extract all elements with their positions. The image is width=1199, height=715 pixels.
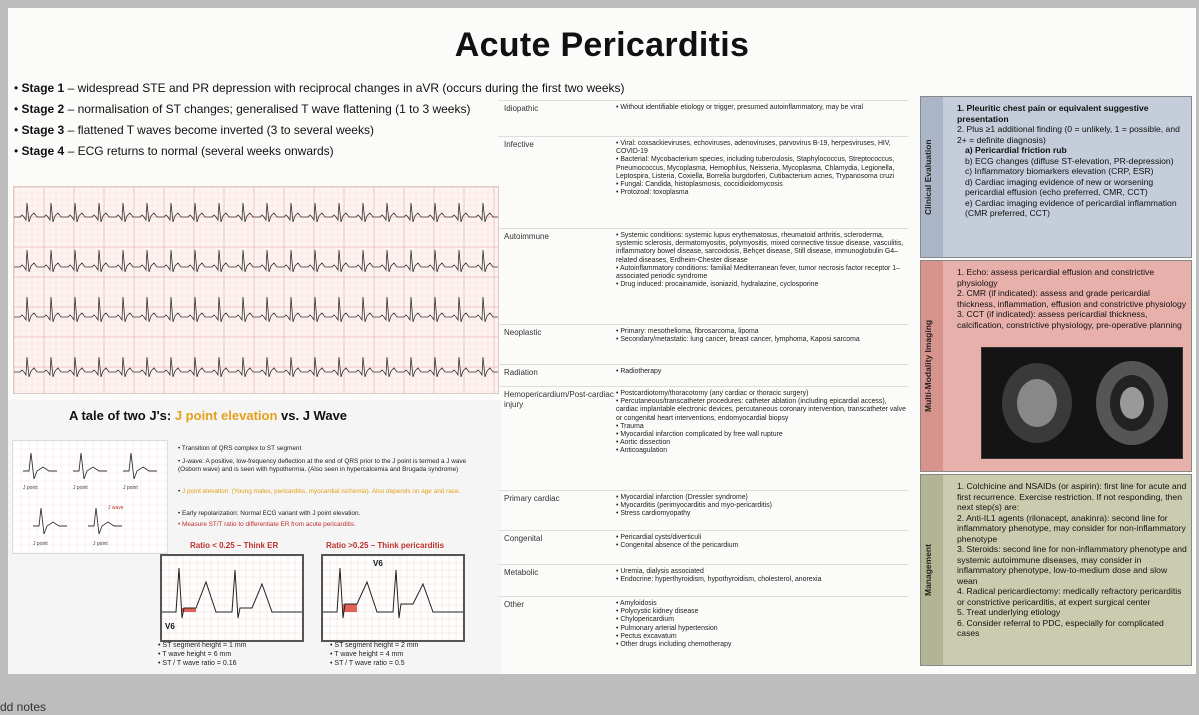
stages-list	[14, 78, 625, 162]
j-point-illustration	[12, 440, 168, 554]
section-label: Management	[923, 544, 933, 596]
clinical-evaluation-section: Clinical Evaluation 1. Pleuritic chest pain or equivalent suggestive presentation 2. Plus ≥1 additional finding (0 = unlikely, 1 = possible, and 2+ = definite diagnosis) a) Pericardial friction rub b) ECG changes (diffuse ST-elevation, PR-depression) c) Inflammatory biomarkers elevation (CRP, ESR) d) Cardiac imaging evidence of new or worsening pericardial effusion (echo preferred, CMR, CCT) e) Cardiac imaging evidence of pericardial inflammation (CMR preferred, CCT)	[920, 96, 1192, 258]
stage-item: • Stage 2 – normalisation of ST changes; generalised T wave flattening (1 to 3 weeks)	[14, 102, 471, 116]
table-row: Idiopathic • Without identifiable etiology or trigger, presumed autoinflammatory, may be viral	[498, 100, 908, 101]
stage-item: • Stage 4 – ECG returns to normal (several weeks onwards)	[14, 144, 334, 158]
table-row: Metabolic • Uremia, dialysis associated • Endocrine: hyperthyroidism, hypothyroidism, cholesterol, anorexia	[498, 564, 908, 565]
add-notes-footer[interactable]: dd notes	[0, 700, 47, 714]
table-row: Neoplastic • Primary: mesothelioma, fibrosarcoma, lipoma • Secondary/metastatic: lung cancer, breast cancer, lymphoma, Kaposi sarcoma	[498, 324, 908, 325]
section-label: Multi-Modality Imaging	[923, 319, 933, 413]
stage-item: • Stage 1 – widespread STE and PR depression with reciprocal changes in aVR (occurs during the first two weeks)	[14, 81, 625, 95]
imaging-section: Multi-Modality Imaging 1. Echo: assess pericardial effusion and constrictive physiology 2. CMR (if indicated): assess and grade pericardial thickness, inflammation, effusion and constrictive physiology 3. CCT (if indicated): assess pericardial thickness, calcification, constrictive physiology, pre-operative planning	[920, 260, 1192, 472]
svg-text:J point: J point	[23, 485, 38, 491]
ecg-box-right	[321, 554, 465, 642]
ecg-grid	[14, 187, 498, 393]
slide	[8, 8, 1196, 674]
legend-left: • ST segment height = 1 mm • T wave height = 6 mm • ST / T wave ratio = 0.16	[158, 642, 247, 667]
table-row: Autoimmune • Systemic conditions: systemic lupus erythematosus, rheumatoid arthritis, scleroderma, systemic sclerosis, dermatomyositis, polymyositis, mixed connective tissue disease, vasculitis, inflammatory bowel disease, sarcoidosis, Behçet disease, Still disease, immunoglobulin G4–related diseases, Erdheim-Chester disease • Autoinflammatory conditions: familial Mediterranean fever, tumor necrosis factor receptor 1–associated periodic syndrome • Drug induced: procainamide, isoniazid, hydralazine, cyclosporine	[498, 228, 908, 229]
j-wave-panel	[8, 400, 501, 674]
legend-right: • ST segment height = 2 mm • T wave height = 4 mm • ST / T wave ratio = 0.5	[330, 642, 419, 667]
cardiac-mri-image	[981, 347, 1183, 459]
table-row: Infective • Viral: coxsackieviruses, echoviruses, adenoviruses, parvovirus B-19, herpesviruses, HIV, COVID-19 • Bacterial: Mycobacterium species, including tuberculosis, Staphylococcus, Streptococcus, Pneumococcus, Mycoplasma, Hemophilus, Neisseria, Mycoplasma, Chlamydia, Legionella, Leptospira, Listeria, Coxiella, Borrelia burgdorferi, Cutibacterium acnes, Trypanosoma cruzi • Fungal: Candida, histoplasmosis, coccidioidomycosis • Protozoal: toxoplasma	[498, 136, 908, 137]
lead-label: V6	[165, 622, 175, 631]
svg-text:J wave: J wave	[108, 505, 124, 511]
j-bullet: • Measure ST/T ratio to differentiate ER from acute pericarditis.	[178, 521, 356, 528]
ratio-left-label: Ratio < 0.25 – Think ER	[190, 541, 279, 550]
j-bullet: • Early repolarization: Normal ECG variant with J point elevation.	[178, 510, 361, 517]
j-bullet: • J point elevation: (Young males, pericarditis, myocardial ischemia). Also depends on age and race.	[178, 488, 461, 495]
ratio-right-label: Ratio >0.25 – Think pericarditis	[326, 541, 445, 550]
svg-text:J point: J point	[123, 485, 138, 491]
section-label: Clinical Evaluation	[923, 139, 933, 215]
table-row: Hemopericardium/Post-cardiac injury • Postcardiotomy/thoracotomy (any cardiac or thoracic surgery) • Percutaneous/transcatheter procedures: catheter ablation (including epicardial access), cardiac implantable electronic devices, percutaneous coronary intervention, transcatheter valve or congenital heart interventions, endomyocardial biopsy • Trauma • Myocardial infarction complicated by free wall rupture • Aortic dissection • Anticoagulation	[498, 386, 908, 387]
table-row: Congenital • Pericardial cysts/diverticuli • Congenital absence of the pericardium	[498, 530, 908, 531]
j-bullet: • J-wave: A positive, low-frequency deflection at the end of QRS prior to the J point is termed a J wave (Osborn wave) and is seen with hypothermia. (Also seen in hypercalcemia and Brugada syndrome)	[178, 458, 467, 473]
j-panel-title: A tale of two J's: J point elevation vs. J Wave	[68, 408, 348, 423]
table-row: Other • Amyloidosis • Polycystic kidney disease • Chylopericardium • Pulmonary arterial hypertension • Pectus excavatum • Other drugs including chemotherapy	[498, 596, 908, 597]
table-row: Primary cardiac • Myocardial infarction (Dressler syndrome) • Myocarditis (perimyocarditis and myo-pericarditis) • Stress cardiomyopathy	[498, 490, 908, 491]
management-section: Management 1. Colchicine and NSAIDs (or aspirin): first line for acute and first recurrence. Exercise restriction. If not responding, then next step(s) are: 2. Anti-IL1 agents (rilonacept, anakinra): second line for inflammatory phenotype, may consider for non-inflammatory phenotype 3. Steroids: second line for non-inflammatory phenotype and systemic autoimmune diseases, may consider in inflammatory phenotype, low-to-medium dose and slow wean 4. Radical pericardiectomy: medically refractory pericarditis or constrictive pericarditis, at expert surgical center 5. Treat underlying etiology 6. Consider referral to PDC, especially for complicated cases	[920, 474, 1192, 666]
ecg-box-left	[160, 554, 304, 642]
right-panel	[920, 96, 1190, 664]
stage-item: • Stage 3 – flattened T waves become inverted (3 to several weeks)	[14, 123, 374, 137]
ecg-strip-image	[13, 186, 499, 394]
table-row: Radiation • Radiotherapy	[498, 364, 908, 365]
svg-text:J point: J point	[93, 541, 108, 547]
lead-label: V6	[373, 559, 383, 568]
svg-text:J point: J point	[33, 541, 48, 547]
svg-text:J point: J point	[73, 485, 88, 491]
j-bullet: • Transition of QRS complex to ST segment	[178, 445, 302, 452]
slide-title: Acute Pericarditis	[454, 26, 750, 64]
